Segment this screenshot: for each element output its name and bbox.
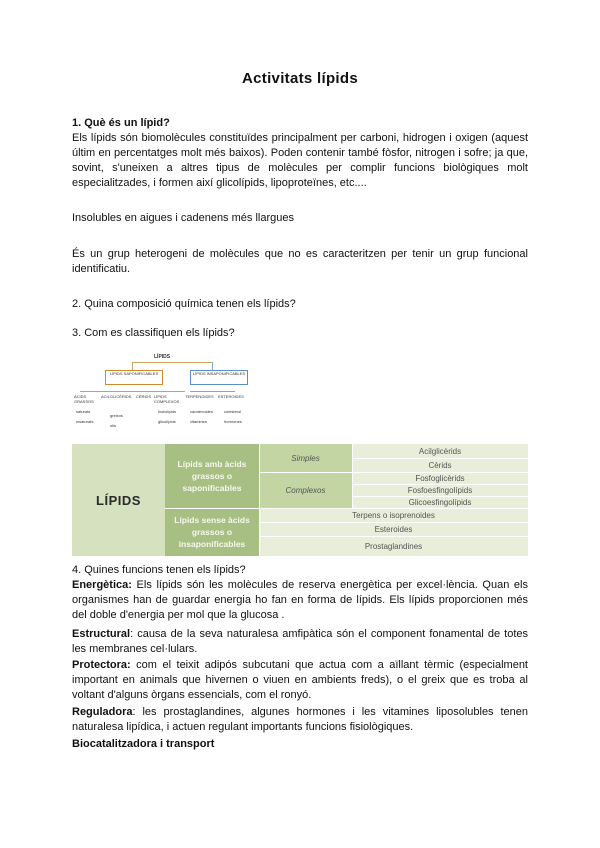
diagram-root: LÍPIDS: [154, 354, 171, 360]
diagram-child-1: ÀCIDS GRASSOS: [74, 394, 94, 404]
question-3-heading: 3. Com es classifiquen els lípids?: [72, 327, 235, 339]
page-title: Activitats lípids: [242, 70, 358, 87]
diagram-leaf: insaturats: [76, 419, 94, 424]
function-protectora: [72, 658, 528, 703]
function-protectora-text: com el teixit adipós subcutani que actua com a aïllant tèrmic (especialment important en animals que hivernen o viuen en ambients freds), o el greix que es troba al voltant d'alguns òrgans essencials, com el ronyó.: [72, 659, 528, 701]
question-1-note-1: Insolubles en aigues i cadenens més llargues: [72, 212, 294, 224]
question-4-heading: 4. Quines funcions tenen els lípids?: [72, 564, 246, 576]
table-complexos: Complexos: [259, 472, 352, 508]
function-reguladora: [72, 705, 528, 735]
table-simples: Simples: [259, 444, 352, 472]
table-acilglicerids: Acilglicèrids: [352, 444, 528, 458]
function-energetica-label: Energètica:: [72, 579, 132, 591]
classification-table: [72, 444, 528, 556]
table-group-saponifiable: Lípids amb àcids grassos o saponificables: [165, 444, 259, 508]
table-prostaglandines: Prostaglandines: [259, 536, 528, 556]
table-root-label: LÍPIDS: [72, 444, 165, 556]
function-estructural-label: Estructural: [72, 628, 131, 640]
table-fosfoesfingolipids: Fosfoesfingolípids: [352, 484, 528, 496]
function-reguladora-label: Reguladora: [72, 706, 133, 718]
diagram-child-4: LÍPIDS COMPLEXOS: [154, 394, 180, 404]
question-1-answer: Els lípids són biomolècules constituïdes principalment per carboni, hidrogen i oxigen (aquest últim en percentatges molt més baixos). Poden contenir també fòsfor, nitrogen i sofre; ja que, sovint, s'uneixen a altres tipus de molècules per complir funcions biològiques molt especialitzades, i formen així glicolípids, lipoproteïnes, etc....: [72, 132, 528, 189]
table-cerids: Cèrids: [352, 458, 528, 472]
table-fosfoglicerids: Fosfoglicèrids: [352, 472, 528, 484]
table-group-unsaponifiable: Lípids sense àcids grassos o insaponificables: [165, 508, 259, 556]
classification-diagram: [72, 353, 250, 437]
diagram-leaf: fosfolípids: [158, 409, 177, 414]
function-biocatalitzadora: Biocatalitzadora i transport: [72, 738, 215, 750]
diagram-child-5: TERPENOIDES: [185, 394, 214, 399]
diagram-leaf: carotenoides: [190, 409, 213, 414]
function-estructural-text: : causa de la seva naturalesa amfipàtica són el component fonamental de totes les membranes cel·lulars.: [72, 628, 528, 655]
table-terpens: Terpens o isoprenoides: [259, 508, 528, 522]
diagram-leaf: colesterol: [224, 409, 242, 414]
question-2-heading: 2. Quina composició química tenen els lípids?: [72, 298, 296, 310]
table-glicoesfingolipids: Glicoesfingolípids: [352, 496, 528, 508]
table-esteroides: Esteroides: [259, 522, 528, 536]
diagram-child-2: ACILGLICÈRIDS: [101, 394, 132, 399]
diagram-leaf: hormones: [224, 419, 242, 424]
function-energetica: [72, 578, 528, 623]
diagram-leaf: olis: [110, 423, 117, 428]
function-protectora-label: Protectora:: [72, 659, 131, 671]
diagram-saponifiable-box: LÍPIDS SAPONIFICABLES: [105, 370, 163, 385]
function-reguladora-text: : les prostaglandines, algunes hormones i les vitamines liposolubles tenen naturalesa lipídica, i actuen regulant importants funcions fisiològiques.: [72, 706, 528, 733]
diagram-leaf: greixos: [110, 413, 123, 418]
diagram-unsaponifiable-box: LÍPIDS INSAPONIFICABLES: [190, 370, 248, 385]
function-estructural: [72, 627, 528, 657]
diagram-child-6: ESTEROIDES: [218, 394, 244, 399]
diagram-leaf: glicolípids: [158, 419, 176, 424]
question-1-heading: 1. Què és un lípid?: [72, 117, 170, 129]
function-energetica-text: Els lípids són les molècules de reserva energètica per excel·lència. Quan els organismes han de guardar energia ho fan en forma de lípids. Els lípids proporcionen més del doble d'energia per mol que la glucosa .: [72, 579, 528, 621]
question-1-note-2: És un grup heterogeni de molècules que no es caracteritzen per tenir un grup funcional identificatiu.: [72, 248, 528, 275]
diagram-child-3: CÈRIDS: [136, 394, 152, 399]
diagram-leaf: saturats: [76, 409, 91, 414]
diagram-leaf: vitamines: [190, 419, 207, 424]
